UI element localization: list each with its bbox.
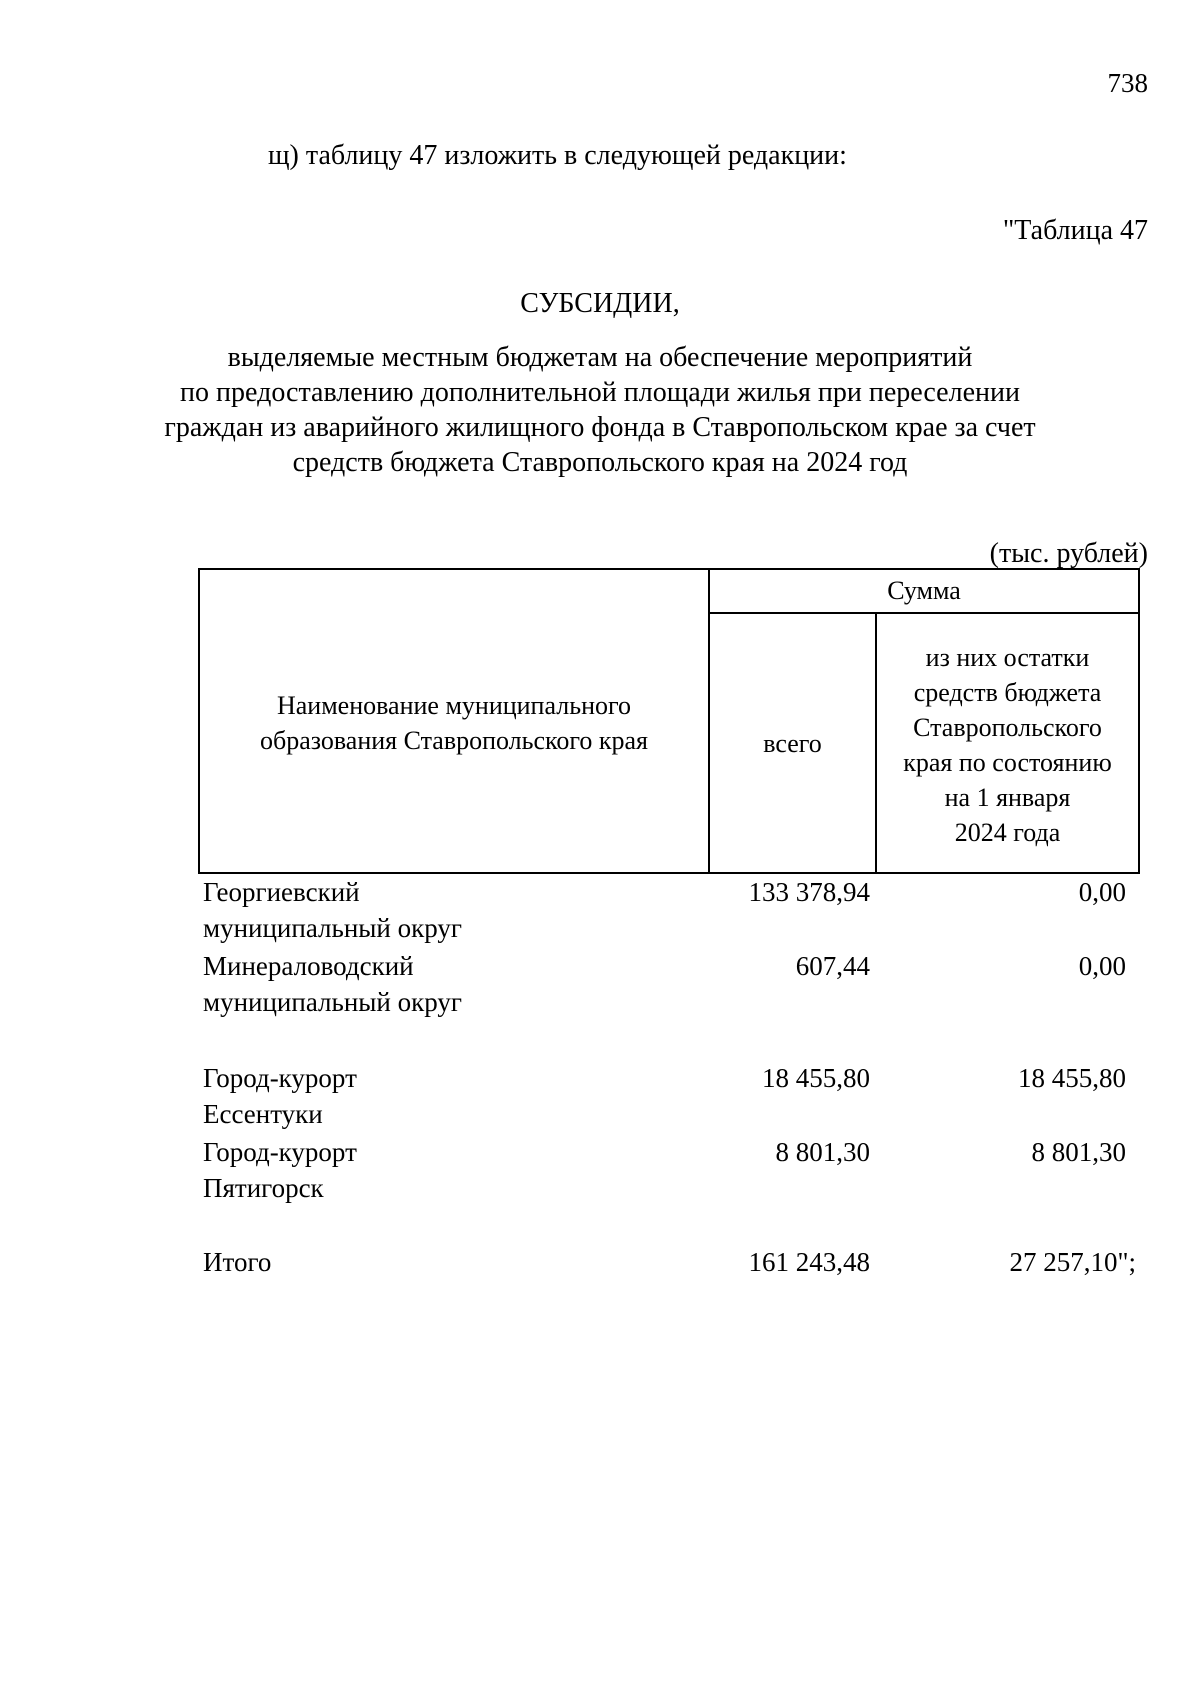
row-total: 607,44 bbox=[795, 951, 870, 981]
row-name bbox=[203, 948, 683, 1020]
page-number: 738 bbox=[1107, 68, 1148, 98]
header-name-line: Наименование муниципального bbox=[276, 691, 632, 720]
row-total: 8 801,30 bbox=[775, 1137, 870, 1167]
row-remainder: 8 801,30 bbox=[1031, 1137, 1126, 1167]
header-remainder-line: на 1 января bbox=[944, 783, 1071, 812]
row-name bbox=[203, 874, 683, 946]
row-name-line: Минераловодский bbox=[203, 951, 414, 981]
row-name-line: Город-курорт bbox=[203, 1063, 357, 1093]
row-total: 161 243,48 bbox=[748, 1247, 870, 1277]
subtitle-line: средств бюджета Ставропольского края на 2024 год bbox=[292, 447, 908, 478]
subtitle-line: граждан из аварийного жилищного фонда в Ставропольском крае за счет bbox=[164, 412, 1036, 443]
row-remainder: 27 257,10"; bbox=[1009, 1247, 1136, 1277]
row-remainder: 18 455,80 bbox=[1018, 1063, 1126, 1093]
row-name-line: Ессентуки bbox=[203, 1099, 323, 1129]
units-label: (тыс. рублей) bbox=[989, 538, 1148, 569]
header-remainder-line: Ставропольского bbox=[913, 713, 1102, 742]
header-remainder-line: средств бюджета bbox=[913, 678, 1102, 707]
header-sum: Сумма bbox=[887, 576, 961, 605]
row-name bbox=[203, 1134, 683, 1206]
row-remainder: 0,00 bbox=[1078, 877, 1126, 907]
row-name-line: Город-курорт bbox=[203, 1137, 357, 1167]
row-total: 18 455,80 bbox=[762, 1063, 870, 1093]
row-remainder: 0,00 bbox=[1078, 951, 1126, 981]
header-remainder bbox=[877, 640, 1138, 850]
row-name-line: Пятигорск bbox=[203, 1173, 324, 1203]
row-name-line: Георгиевский bbox=[203, 877, 360, 907]
header-name-line: образования Ставропольского края bbox=[259, 726, 649, 755]
header-remainder-line: 2024 года bbox=[954, 818, 1061, 847]
row-name bbox=[203, 1060, 683, 1132]
document-title: СУБСИДИИ, bbox=[520, 288, 680, 319]
row-name-line: муниципальный округ bbox=[203, 987, 462, 1017]
header-name-column bbox=[200, 688, 708, 758]
table-reference: "Таблица 47 bbox=[1002, 215, 1148, 246]
subtitle-line: по предоставлению дополнительной площади жилья при переселении bbox=[180, 377, 1020, 408]
header-divider bbox=[708, 612, 1138, 614]
row-name bbox=[203, 1244, 683, 1280]
table-header bbox=[198, 568, 1140, 874]
header-total: всего bbox=[763, 729, 822, 758]
row-name-line: муниципальный округ bbox=[203, 913, 462, 943]
column-divider bbox=[708, 570, 710, 872]
row-name-line: Итого bbox=[203, 1247, 272, 1277]
subtitle-line: выделяемые местным бюджетам на обеспечение мероприятий bbox=[227, 342, 973, 373]
header-remainder-line: из них остатки bbox=[925, 643, 1090, 672]
document-subtitle bbox=[0, 340, 1200, 480]
row-total: 133 378,94 bbox=[748, 877, 870, 907]
header-remainder-line: края по состоянию bbox=[903, 748, 1112, 777]
amendment-intro: щ) таблицу 47 изложить в следующей редакции: bbox=[268, 140, 847, 171]
